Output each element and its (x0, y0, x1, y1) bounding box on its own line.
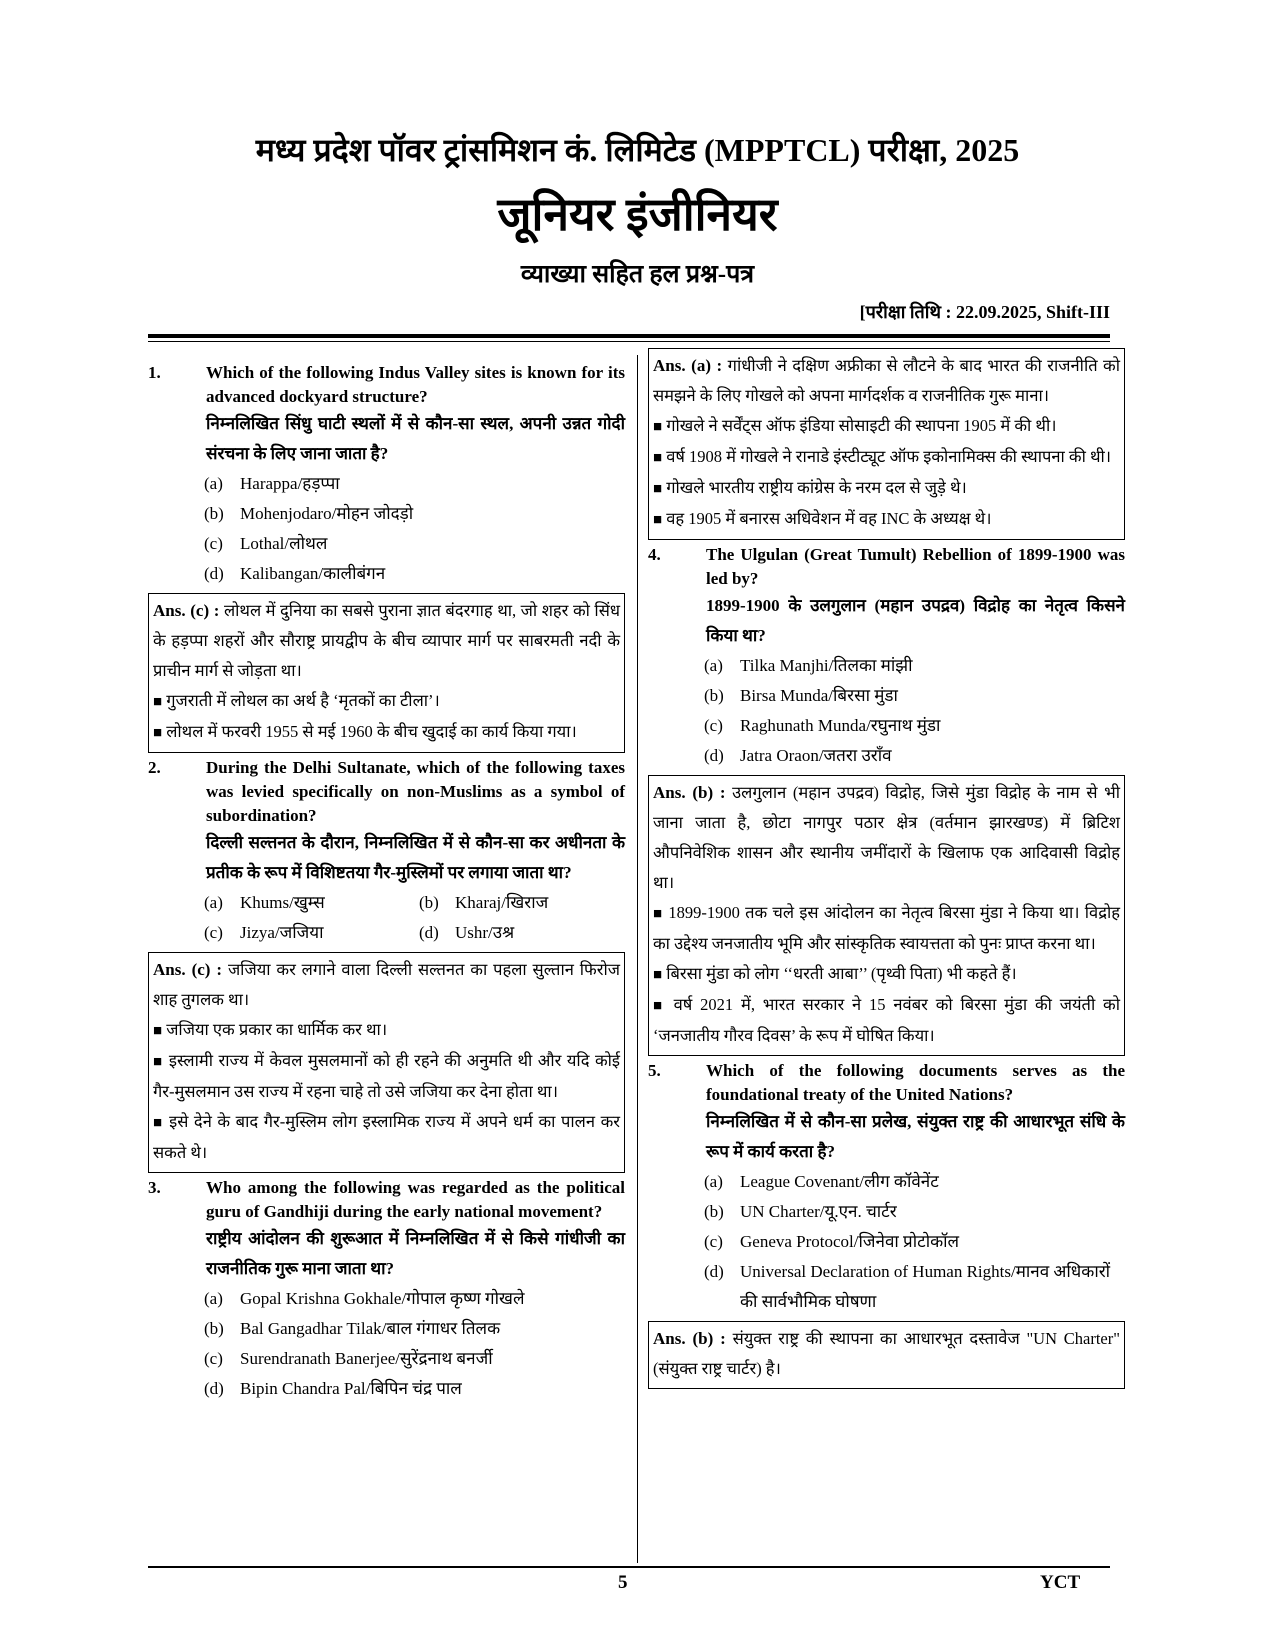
option-label: (c) (204, 1349, 223, 1368)
question-number: 1. (148, 363, 161, 382)
bullet-square-icon: ■ (653, 450, 663, 466)
answer-line: इस्लामी राज्य में केवल मुसलमानों को ही रहने की अनुमति थी और यदि कोई गैर-मुसलमान उस राज्य में रहना चाहे तो उसे जजिया कर देना होता था। (153, 1051, 620, 1101)
header-rule-thin (148, 341, 1110, 342)
option (204, 1284, 625, 1314)
exam-tagline: व्याख्या सहित हल प्रश्न-पत्र (520, 261, 755, 288)
right-column (648, 358, 1125, 1391)
option (704, 651, 1125, 681)
left-column (148, 358, 625, 1404)
option-label: (d) (419, 923, 439, 942)
option-label: (b) (704, 1202, 724, 1221)
option-text: Jizya/जजिया (240, 923, 324, 942)
option (704, 1227, 1125, 1257)
option-label: (b) (704, 686, 724, 705)
answer-line: जजिया कर लगाने वाला दिल्ली सल्तनत का पहला सुल्तान फिरोज शाह तुगलक था। (153, 960, 620, 1009)
answer-line: वर्ष 2021 में, भारत सरकार ने 15 नवंबर को बिरसा मुंडा की जयंती को ‘जनजातीय गौरव दिवस’ के रूप में घोषित किया। (653, 995, 1120, 1045)
bullet-square-icon: ■ (653, 906, 664, 922)
exam-subtitle: जूनियर इंजीनियर (497, 189, 778, 240)
answer-box-4 (648, 775, 1125, 1056)
answer-line: गोखले ने सर्वेंट्स ऑफ इंडिया सोसाइटी की स्थापना 1905 में की थी। (666, 416, 1057, 435)
answer-box-2 (148, 952, 625, 1173)
option-label: (b) (204, 1319, 224, 1338)
option (204, 469, 625, 499)
option-text: League Covenant/लीग कॉवेनेंट (740, 1172, 939, 1191)
option-text: Kalibangan/कालीबंगन (240, 564, 386, 583)
option (419, 888, 629, 918)
question-1 (148, 361, 625, 469)
option-text: Jatra Oraon/जतरा उराँव (740, 746, 892, 765)
option (419, 918, 629, 948)
answer-line: इसे देने के बाद गैर-मुस्लिम लोग इस्लामिक राज्य में अपने धर्म का पालन कर सकते थे। (153, 1112, 620, 1162)
option-label: (c) (704, 716, 723, 735)
answer-label: Ans. (c) : (153, 960, 223, 979)
option (204, 529, 625, 559)
question-number: 2. (148, 758, 161, 777)
question-text-hi: 1899-1900 के उलगुलान (महान उपद्रव) विद्रोह का नेतृत्व किसने किया था? (706, 596, 1125, 645)
option-text: Geneva Protocol/जिनेवा प्रोटोकॉल (740, 1232, 960, 1251)
option-text: Ushr/उश्र (455, 923, 515, 942)
option (204, 1314, 625, 1344)
bullet-square-icon: ■ (653, 967, 663, 983)
answer-box-1 (148, 593, 625, 753)
answer-line: संयुक्त राष्ट्र की स्थापना का आधारभूत दस्तावेज "UN Charter" (संयुक्त राष्ट्र चार्टर) है। (653, 1329, 1120, 1378)
option-text: Harappa/हड़प्पा (240, 474, 340, 493)
question-text-en: Who among the following was regarded as the political guru of Gandhiji during the early national movement? (206, 1178, 625, 1221)
question-text-en: During the Delhi Sultanate, which of the following taxes was levied specifically on non-Muslims as a symbol of subordination? (206, 758, 625, 825)
option-label: (a) (204, 893, 223, 912)
answer-line: गुजराती में लोथल का अर्थ है ‘मृतकों का टीला’। (166, 691, 440, 710)
option (204, 918, 419, 948)
option (204, 559, 625, 589)
question-text-hi: राष्ट्रीय आंदोलन की शुरूआत में निम्नलिखित में से किसे गांधीजी का राजनीतिक गुरू माना जाता था? (206, 1229, 625, 1278)
option-label: (d) (204, 1379, 224, 1398)
option-text: Tilka Manjhi/तिलका मांझी (740, 656, 913, 675)
bullet-square-icon: ■ (153, 1023, 163, 1039)
option (704, 711, 1125, 741)
exam-title: मध्य प्रदेश पॉवर ट्रांसमिशन कं. लिमिटेड (MPPTCL) परीक्षा, 2025 (255, 132, 1020, 168)
option-label: (a) (704, 1172, 723, 1191)
bullet-square-icon: ■ (653, 481, 663, 497)
option (204, 1374, 625, 1404)
column-divider (637, 355, 638, 1563)
question-number: 5. (648, 1061, 661, 1080)
option-text: UN Charter/यू.एन. चार्टर (740, 1202, 897, 1221)
option-label: (d) (704, 746, 724, 765)
option-text: Birsa Munda/बिरसा मुंडा (740, 686, 898, 705)
option-text: Kharaj/खिराज (455, 893, 549, 912)
question-number: 3. (148, 1178, 161, 1197)
option-text: Lothal/लोथल (240, 534, 328, 553)
option-text: Bal Gangadhar Tilak/बाल गंगाधर तिलक (240, 1319, 501, 1338)
question-text-en: The Ulgulan (Great Tumult) Rebellion of 1899-1900 was led by? (706, 545, 1125, 588)
option-label: (b) (419, 893, 439, 912)
question-text-hi: दिल्ली सल्तनत के दौरान, निम्नलिखित में से कौन-सा कर अधीनता के प्रतीक के रूप में विशिष्टतया गैर-मुस्लिमों पर लगाया जाता था? (206, 833, 625, 882)
question-5 (648, 1059, 1125, 1167)
brand-logo-text: YCT (1040, 1572, 1081, 1593)
option (704, 1197, 1125, 1227)
question-text-hi: निम्नलिखित सिंधु घाटी स्थलों में से कौन-सा स्थल, अपनी उन्नत गोदी संरचना के लिए जाना जाता है? (206, 414, 625, 463)
question-3 (148, 1176, 625, 1284)
answer-line: लोथल में फरवरी 1955 से मई 1960 के बीच खुदाई का कार्य किया गया। (166, 722, 577, 741)
bullet-square-icon: ■ (653, 419, 663, 435)
option-text: Gopal Krishna Gokhale/गोपाल कृष्ण गोखले (240, 1289, 525, 1308)
answer-box-3 (648, 348, 1125, 540)
options-grid (204, 888, 625, 948)
option-label: (d) (704, 1262, 724, 1281)
option-text: Raghunath Munda/रघुनाथ मुंडा (740, 716, 941, 735)
question-text-en: Which of the following Indus Valley sites is known for its advanced dockyard structure? (206, 363, 625, 406)
answer-label: Ans. (b) : (653, 1329, 726, 1348)
option (704, 741, 1125, 771)
bullet-square-icon: ■ (153, 1054, 164, 1070)
answer-line: वह 1905 में बनारस अधिवेशन में वह INC के अध्यक्ष थे। (666, 509, 992, 528)
option-label: (a) (704, 656, 723, 675)
option-text: Universal Declaration of Human Rights/मानव अधिकारों की सार्वभौमिक घोषणा (740, 1262, 1111, 1311)
question-number: 4. (648, 545, 661, 564)
answer-line: उलगुलान (महान उपद्रव) विद्रोह, जिसे मुंडा विद्रोह के नाम से भी जाना जाता है, छोटा नागपुर पठार क्षेत्र (वर्तमान झारखण्ड) में ब्रिटिश औपनिवेशिक शासन और स्थानीय जमींदारों के खिलाफ एक आदिवासी विद्रोह था। (653, 783, 1120, 892)
option-text: Mohenjodaro/मोहन जोदड़ो (240, 504, 414, 523)
question-text-hi: निम्नलिखित में से कौन-सा प्रलेख, संयुक्त राष्ट्र की आधारभूत संधि के रूप में कार्य करता है? (706, 1112, 1125, 1161)
question-text-en: Which of the following documents serves as the foundational treaty of the United Nations? (706, 1061, 1125, 1104)
exam-date: [परीक्षा तिथि : 22.09.2025, Shift-III (859, 302, 1110, 322)
option (204, 1344, 625, 1374)
option-label: (a) (204, 474, 223, 493)
answer-line: बिरसा मुंडा को लोग ‘‘धरती आबा’’ (पृथ्वी पिता) भी कहते हैं। (666, 964, 1017, 983)
answer-line: गांधीजी ने दक्षिण अफ्रीका से लौटने के बाद भारत की राजनीति को समझने के लिए गोखले को अपना मार्गदर्शक व राजनीतिक गुरू माना। (653, 356, 1121, 405)
option (704, 1257, 1125, 1317)
option-text: Surendranath Banerjee/सुरेंद्रनाथ बनर्जी (240, 1349, 493, 1368)
option-label: (c) (704, 1232, 723, 1251)
bullet-square-icon: ■ (153, 725, 163, 741)
option-label: (a) (204, 1289, 223, 1308)
option (204, 888, 419, 918)
option (204, 499, 625, 529)
answer-line: लोथल में दुनिया का सबसे पुराना ज्ञात बंदरगाह था, जो शहर को सिंध के हड़प्पा शहरों और सौराष्ट्र प्रायद्वीप के बीच व्यापार मार्ग पर साबरमती नदी के प्राचीन मार्ग से जोड़ता था। (153, 601, 620, 680)
answer-line: जजिया एक प्रकार का धार्मिक कर था। (166, 1020, 388, 1039)
answer-label: Ans. (b) : (653, 783, 726, 802)
answer-line: वर्ष 1908 में गोखले ने रानाडे इंस्टीट्यूट ऑफ इकोनामिक्स की स्थापना की थी। (666, 447, 1112, 466)
answer-label: Ans. (c) : (153, 601, 220, 620)
option (704, 1167, 1125, 1197)
answer-line: 1899-1900 तक चले इस आंदोलन का नेतृत्व बिरसा मुंडा ने किया था। विद्रोह का उद्देश्य जनजातीय भूमि और सांस्कृतिक स्वायत्तता को पुनः प्राप्त करना था। (653, 903, 1121, 953)
bullet-square-icon: ■ (153, 1115, 164, 1131)
bullet-square-icon: ■ (653, 998, 666, 1014)
bullet-square-icon: ■ (153, 694, 163, 710)
option-text: Bipin Chandra Pal/बिपिन चंद्र पाल (240, 1379, 462, 1398)
bullet-square-icon: ■ (653, 512, 663, 528)
option-label: (c) (204, 923, 223, 942)
question-4 (648, 543, 1125, 651)
header-rule (148, 334, 1110, 338)
option-label: (c) (204, 534, 223, 553)
answer-line: गोखले भारतीय राष्ट्रीय कांग्रेस के नरम दल से जुड़े थे। (666, 478, 967, 497)
answer-label: Ans. (a) : (653, 356, 723, 375)
option-text: Khums/खुम्स (240, 893, 325, 912)
option-label: (d) (204, 564, 224, 583)
option (704, 681, 1125, 711)
question-2 (148, 756, 625, 888)
option-label: (b) (204, 504, 224, 523)
answer-box-5 (648, 1321, 1125, 1389)
footer-rule (148, 1566, 1110, 1568)
page-number: 5 (618, 1572, 628, 1593)
